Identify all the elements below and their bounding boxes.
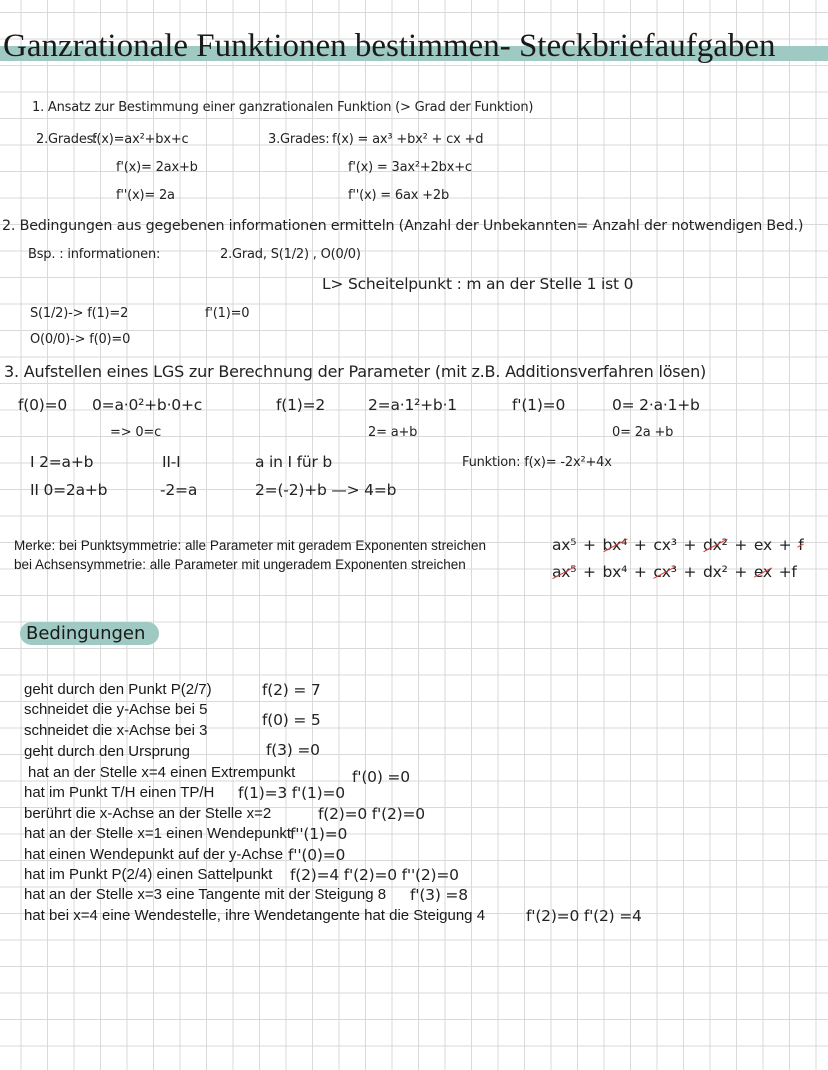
cond3-eq: 0= 2·a·1+b [612, 396, 700, 414]
point-symmetry-polynomial [552, 536, 803, 554]
substitution: a in I für b [255, 453, 332, 471]
condition-note: f'(2)=0 f'(2) =4 [526, 907, 642, 925]
struck-term: bx⁴ [602, 536, 628, 554]
grade2-function: f(x)=ax²+bx+c [92, 132, 189, 147]
cond1-result: => 0=c [110, 425, 162, 440]
condition-item: hat einen Wendepunkt auf der y-Achse [24, 846, 284, 863]
example-info: 2.Grad, S(1/2) , O(0/0) [220, 247, 361, 262]
condition-note: f''(0)=0 [288, 846, 346, 864]
grade3-derivative1: f'(x) = 3ax²+2bx+c [348, 160, 472, 175]
condition-item: schneidet die x-Achse bei 3 [24, 722, 208, 739]
condition-note: f(0) = 5 [262, 711, 321, 729]
section-1-heading: 1. Ansatz zur Bestimmung einer ganzrationalen Funktion (> Grad der Funktion) [32, 100, 534, 115]
grade3-derivative2: f''(x) = 6ax +2b [348, 188, 449, 203]
bedingungen-label: Bedingungen [20, 622, 159, 645]
term: +f [778, 563, 797, 581]
struck-term: dx² [703, 536, 728, 554]
equation-2: II 0=2a+b [30, 481, 108, 499]
condition-note: f(2)=4 f'(2)=0 f''(2)=0 [290, 866, 459, 884]
condition-o: O(0/0)-> f(0)=0 [30, 332, 131, 347]
struck-term: cx³ [653, 563, 677, 581]
operation: II-I [162, 453, 181, 471]
term: + bx⁴ + [583, 563, 647, 581]
condition-note: f(2)=0 f'(2)=0 [318, 805, 425, 823]
axis-symmetry-polynomial [552, 563, 797, 581]
condition-note: f(3) =0 [266, 741, 320, 759]
cond1-eq: 0=a·0²+b·0+c [92, 396, 203, 414]
condition-item: hat bei x=4 eine Wendestelle, ihre Wendetangente hat die Steigung 4 [24, 907, 486, 924]
condition-s-derivative: f'(1)=0 [205, 306, 250, 321]
merke-line-2: bei Achsensymmetrie: alle Parameter mit ungeradem Exponenten streichen [14, 557, 466, 572]
condition-item: berührt die x-Achse an der Stelle x=2 [24, 805, 272, 822]
cond2-result: 2= a+b [368, 425, 418, 440]
grade3-function: f(x) = ax³ +bx² + cx +d [332, 132, 484, 147]
condition-item: hat im Punkt P(2/4) einen Sattelpunkt [24, 866, 273, 883]
condition-item: hat an der Stelle x=3 eine Tangente mit der Steigung 8 [24, 886, 387, 903]
cond2: f(1)=2 [276, 396, 326, 414]
term: + ex + [734, 536, 792, 554]
condition-note: f'(0) =0 [352, 768, 410, 786]
struck-term: f [798, 536, 804, 554]
merke-line-1: Merke: bei Punktsymmetrie: alle Parameter mit geradem Exponenten streichen [14, 538, 486, 553]
condition-item: hat an der Stelle x=1 einen Wendepunkt [24, 825, 291, 842]
condition-item: hat im Punkt T/H einen TP/H [24, 784, 215, 801]
substitution-result: 2=(-2)+b —> 4=b [255, 481, 397, 499]
result-function: Funktion: f(x)= -2x²+4x [462, 455, 612, 470]
condition-note: f(2) = 7 [262, 681, 321, 699]
condition-item: geht durch den Ursprung [24, 743, 190, 760]
cond2-eq: 2=a·1²+b·1 [368, 396, 457, 414]
grade2-derivative1: f'(x)= 2ax+b [116, 160, 198, 175]
condition-note: f'(3) =8 [410, 886, 468, 904]
condition-item: geht durch den Punkt P(2/7) [24, 681, 212, 698]
section-3-heading: 3. Aufstellen eines LGS zur Berechnung der Parameter (mit z.B. Additionsverfahren lösen) [4, 362, 707, 381]
page-title: Ganzrationale Funktionen bestimmen- Steckbriefaufgaben [0, 26, 828, 66]
example-label: Bsp. : informationen: [28, 247, 161, 262]
section-2-heading: 2. Bedingungen aus gegebenen informationen ermitteln (Anzahl der Unbekannten= Anzahl der notwendigen Bed.) [2, 218, 804, 234]
cond3: f'(1)=0 [512, 396, 566, 414]
condition-item: schneidet die y-Achse bei 5 [24, 701, 208, 718]
operation-result: -2=a [160, 481, 198, 499]
term: ax⁵ + [552, 536, 596, 554]
term: + dx² + [683, 563, 748, 581]
cond3-result: 0= 2a +b [612, 425, 674, 440]
grade3-label: 3.Grades: [268, 132, 330, 147]
vertex-note: L> Scheitelpunkt : m an der Stelle 1 ist 0 [322, 275, 634, 293]
struck-term: ex [753, 563, 772, 581]
grade2-derivative2: f''(x)= 2a [116, 188, 175, 203]
condition-item: hat an der Stelle x=4 einen Extrempunkt [28, 764, 296, 781]
cond1: f(0)=0 [18, 396, 68, 414]
term: + cx³ + [633, 536, 697, 554]
condition-note: f(1)=3 f'(1)=0 [238, 784, 345, 802]
grade2-label: 2.Grades: [36, 132, 98, 147]
condition-note: f''(1)=0 [290, 825, 348, 843]
equation-1: I 2=a+b [30, 453, 94, 471]
struck-term: ax⁵ [552, 563, 577, 581]
condition-s: S(1/2)-> f(1)=2 [30, 306, 129, 321]
